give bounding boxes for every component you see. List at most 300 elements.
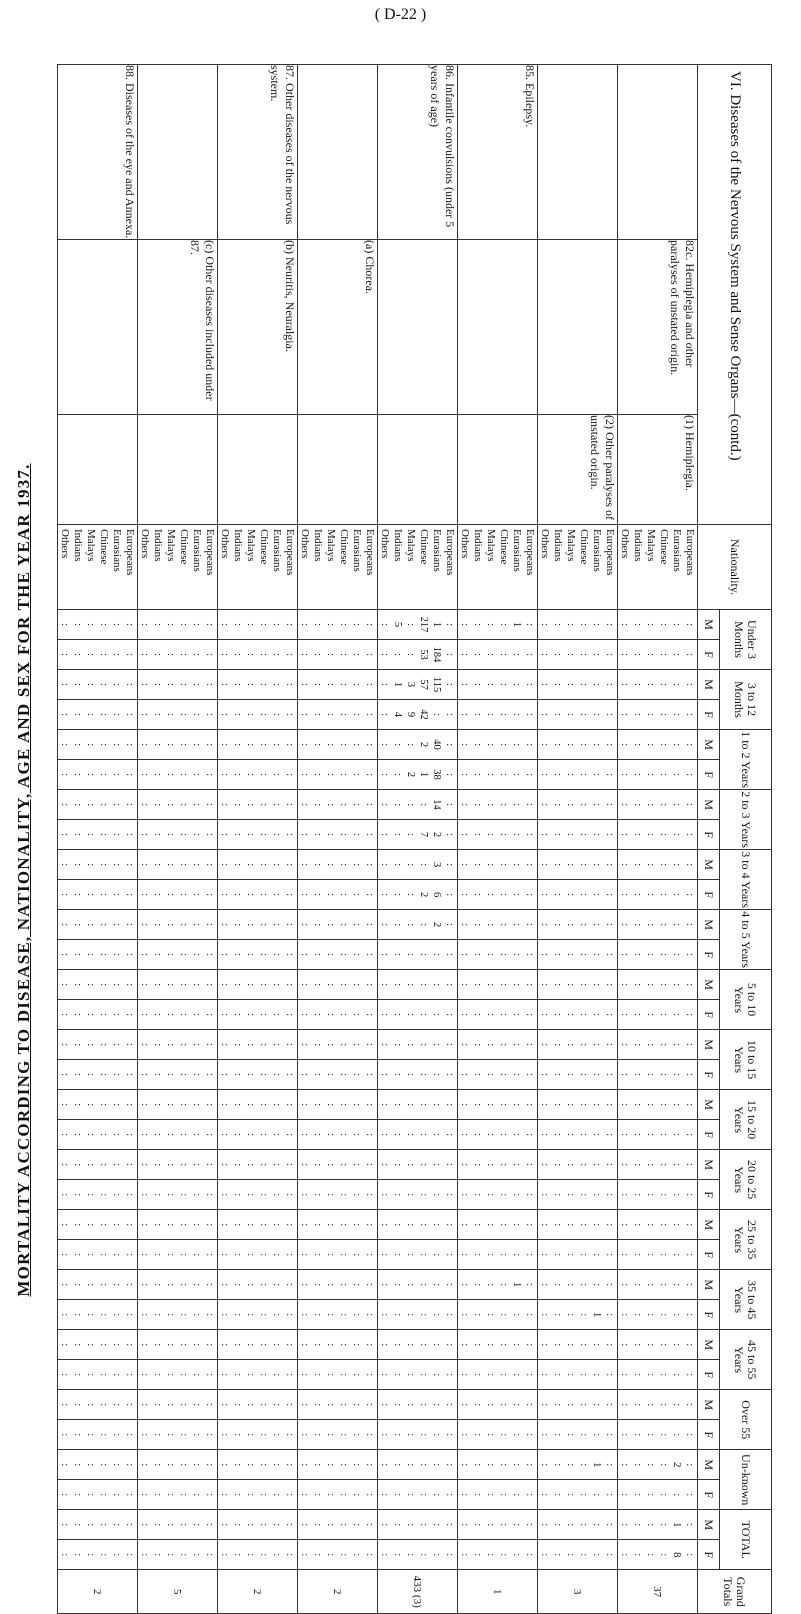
- count-value: :: [604, 803, 616, 806]
- count-value: :: [392, 833, 404, 837]
- count-cell: [58, 910, 138, 940]
- count-cell: [618, 1450, 698, 1480]
- count-cell: [378, 640, 458, 670]
- count-value: :: [351, 773, 363, 776]
- count-cell: [378, 1480, 458, 1510]
- male-header: M: [698, 610, 720, 640]
- count-value: :: [604, 1223, 616, 1227]
- count-cell: [298, 790, 378, 820]
- count-value: :: [124, 893, 136, 897]
- nationality-label: Chinese: [258, 529, 271, 565]
- disease-subcategory: [58, 240, 138, 415]
- count-value: :: [139, 743, 151, 746]
- count-value: :: [284, 1373, 296, 1377]
- count-value: :: [552, 1493, 564, 1497]
- count-value: :: [85, 1493, 97, 1497]
- count-value: :: [459, 1343, 471, 1347]
- count-value: :: [351, 1133, 363, 1137]
- count-value: :: [245, 1523, 257, 1527]
- count-value: :: [364, 1133, 376, 1137]
- count-value: :: [98, 1133, 110, 1137]
- count-value: :: [632, 1133, 644, 1137]
- count-value: :: [671, 623, 683, 626]
- count-value: :: [472, 1043, 484, 1047]
- count-value: :: [511, 773, 523, 776]
- count-value: :: [604, 773, 616, 776]
- count-value: :: [552, 1043, 564, 1047]
- count-cell: [378, 1420, 458, 1450]
- count-value: :: [271, 653, 283, 656]
- count-value: :: [364, 863, 376, 867]
- count-value: :: [539, 1283, 551, 1287]
- count-value: :: [165, 1463, 177, 1467]
- count-value: :: [591, 1193, 603, 1197]
- count-value: :: [539, 653, 551, 656]
- count-cell: [618, 1150, 698, 1180]
- count-value: :: [325, 683, 337, 686]
- count-value: :: [204, 1133, 216, 1137]
- count-cell: [618, 1420, 698, 1450]
- count-value: :: [565, 1253, 577, 1257]
- count-value: :: [178, 833, 190, 837]
- count-value: :: [111, 1433, 123, 1437]
- count-value: :: [604, 1253, 616, 1257]
- count-value: :: [485, 623, 497, 626]
- count-value: :: [258, 1253, 270, 1257]
- count-cell: [58, 1390, 138, 1420]
- count-value: :: [578, 953, 590, 957]
- count-value: :: [338, 1253, 350, 1257]
- count-value: :: [284, 1493, 296, 1497]
- count-cell: [618, 1180, 698, 1210]
- nationality-label: Malays: [85, 529, 98, 562]
- nationality-list: [58, 525, 138, 610]
- count-value: :: [178, 923, 190, 927]
- count-cell: [298, 700, 378, 730]
- count-value: :: [459, 1313, 471, 1317]
- count-value: :: [152, 743, 164, 746]
- count-value: :: [565, 1103, 577, 1107]
- count-cell: [618, 1210, 698, 1240]
- count-value: :: [552, 743, 564, 746]
- count-value: :: [511, 653, 523, 656]
- count-cell: [538, 1060, 618, 1090]
- count-value: :: [459, 983, 471, 987]
- count-value: :: [98, 983, 110, 987]
- count-value: :: [98, 1073, 110, 1077]
- count-value: :: [325, 1193, 337, 1197]
- count-value: :: [405, 1163, 417, 1167]
- count-cell: [58, 1450, 138, 1480]
- count-value: :: [524, 1133, 536, 1137]
- count-value: :: [511, 803, 523, 806]
- count-value: :: [284, 833, 296, 837]
- count-value: :: [178, 683, 190, 686]
- count-value: :: [418, 1163, 430, 1167]
- count-value: :: [204, 1463, 216, 1467]
- count-cell: [618, 970, 698, 1000]
- count-value: :: [632, 1373, 644, 1377]
- count-value: :: [431, 983, 443, 987]
- count-value: :: [552, 713, 564, 716]
- count-value: :: [658, 1313, 670, 1317]
- count-value: :: [191, 1223, 203, 1227]
- count-cell: [618, 1480, 698, 1510]
- count-value: :: [619, 1523, 631, 1527]
- count-value: :: [178, 1043, 190, 1047]
- disease-subcategory: [378, 240, 458, 415]
- count-value: :: [284, 1103, 296, 1107]
- count-value: :: [111, 1163, 123, 1167]
- count-value: :: [578, 743, 590, 746]
- count-value: :: [524, 1343, 536, 1347]
- count-cell: [378, 1180, 458, 1210]
- count-value: :: [152, 1073, 164, 1077]
- count-value: :: [658, 683, 670, 686]
- count-value: :: [671, 683, 683, 686]
- count-value: :: [418, 1103, 430, 1107]
- count-cell: [538, 910, 618, 940]
- count-value: :: [658, 1133, 670, 1137]
- count-value: :: [152, 1133, 164, 1137]
- count-value: :: [72, 743, 84, 746]
- count-value: :: [325, 1403, 337, 1407]
- count-value: :: [645, 803, 657, 806]
- count-value: :: [338, 983, 350, 987]
- count-value: :: [111, 623, 123, 626]
- nationality-label: Eurasians: [271, 529, 284, 572]
- count-value: :: [204, 833, 216, 837]
- count-cell: [618, 910, 698, 940]
- count-value: :: [379, 953, 391, 957]
- count-value: 2: [405, 771, 417, 778]
- count-value: :: [485, 1133, 497, 1137]
- count-value: :: [379, 713, 391, 716]
- count-value: :: [619, 1403, 631, 1407]
- count-value: :: [98, 1253, 110, 1257]
- count-value: :: [472, 1373, 484, 1377]
- count-value: :: [351, 683, 363, 686]
- nationality-label: Europeans: [204, 529, 217, 576]
- count-value: :: [431, 1463, 443, 1467]
- count-value: :: [632, 1163, 644, 1167]
- count-value: :: [418, 923, 430, 927]
- female-header: F: [698, 1300, 720, 1330]
- count-value: :: [405, 803, 417, 806]
- count-value: :: [271, 1193, 283, 1197]
- count-value: :: [459, 1103, 471, 1107]
- nationality-list: [538, 525, 618, 610]
- count-value: :: [219, 1493, 231, 1497]
- count-cell: [218, 1540, 298, 1570]
- count-cell: [138, 1270, 218, 1300]
- count-value: :: [299, 1343, 311, 1347]
- count-value: :: [284, 1523, 296, 1527]
- count-value: :: [139, 1133, 151, 1137]
- count-value: :: [472, 713, 484, 716]
- count-value: :: [59, 803, 71, 806]
- count-value: :: [85, 893, 97, 897]
- count-value: :: [524, 893, 536, 897]
- count-value: :: [632, 713, 644, 716]
- count-cell: [618, 1030, 698, 1060]
- count-value: :: [565, 1493, 577, 1497]
- count-value: :: [245, 1193, 257, 1197]
- count-value: :: [312, 1493, 324, 1497]
- count-value: :: [338, 803, 350, 806]
- count-value: :: [271, 713, 283, 716]
- count-value: :: [632, 1193, 644, 1197]
- grand-total-header: Grand Totals: [698, 1570, 772, 1614]
- count-value: :: [219, 1103, 231, 1107]
- count-value: :: [472, 893, 484, 897]
- count-cell: [138, 1210, 218, 1240]
- count-cell: [298, 1330, 378, 1360]
- count-value: :: [405, 1043, 417, 1047]
- count-value: :: [392, 1253, 404, 1257]
- count-value: :: [658, 1013, 670, 1017]
- count-value: :: [284, 1463, 296, 1467]
- count-value: :: [139, 1493, 151, 1497]
- count-value: :: [539, 1163, 551, 1167]
- count-value: :: [604, 893, 616, 897]
- count-cell: [138, 1480, 218, 1510]
- count-value: :: [258, 833, 270, 837]
- count-value: :: [511, 1523, 523, 1527]
- count-value: :: [498, 1223, 510, 1227]
- count-value: :: [459, 863, 471, 867]
- count-value: :: [124, 1523, 136, 1527]
- count-value: 1: [431, 621, 443, 628]
- count-value: :: [72, 1253, 84, 1257]
- count-value: :: [684, 1553, 696, 1557]
- count-value: :: [271, 1163, 283, 1167]
- count-value: :: [178, 1313, 190, 1317]
- count-value: :: [98, 1523, 110, 1527]
- count-value: :: [578, 1223, 590, 1227]
- count-value: :: [245, 1553, 257, 1557]
- count-value: :: [98, 803, 110, 806]
- count-value: :: [299, 1463, 311, 1467]
- count-value: :: [645, 1073, 657, 1077]
- count-value: :: [72, 713, 84, 716]
- count-value: :: [338, 743, 350, 746]
- count-value: :: [472, 1283, 484, 1287]
- count-value: :: [498, 1283, 510, 1287]
- count-value: :: [444, 863, 456, 867]
- count-cell: [58, 1540, 138, 1570]
- count-value: :: [364, 1223, 376, 1227]
- count-value: :: [485, 743, 497, 746]
- nationality-label: Others: [299, 529, 312, 559]
- count-value: :: [284, 1553, 296, 1557]
- count-value: :: [124, 1433, 136, 1437]
- count-value: :: [671, 1073, 683, 1077]
- count-value: :: [392, 893, 404, 897]
- count-value: :: [98, 953, 110, 957]
- count-value: :: [658, 1073, 670, 1077]
- count-value: :: [299, 923, 311, 927]
- count-value: :: [351, 983, 363, 987]
- count-value: :: [578, 1163, 590, 1167]
- count-value: :: [98, 1163, 110, 1167]
- count-value: :: [232, 1493, 244, 1497]
- count-cell: [298, 850, 378, 880]
- count-value: :: [271, 743, 283, 746]
- count-value: :: [591, 923, 603, 927]
- count-value: :: [338, 1493, 350, 1497]
- count-value: :: [325, 953, 337, 957]
- count-value: :: [552, 893, 564, 897]
- count-value: :: [684, 1253, 696, 1257]
- count-cell: [538, 1120, 618, 1150]
- count-cell: [58, 1480, 138, 1510]
- count-value: :: [524, 953, 536, 957]
- count-value: :: [431, 1493, 443, 1497]
- count-value: :: [165, 1193, 177, 1197]
- count-value: :: [552, 1283, 564, 1287]
- count-value: :: [604, 1343, 616, 1347]
- count-cell: [458, 1330, 538, 1360]
- count-value: :: [364, 1403, 376, 1407]
- count-value: :: [124, 1343, 136, 1347]
- female-header: F: [698, 1060, 720, 1090]
- count-value: :: [232, 1043, 244, 1047]
- count-cell: [378, 1450, 458, 1480]
- count-value: :: [565, 1463, 577, 1467]
- count-value: :: [299, 1283, 311, 1287]
- nationality-label: Indians: [392, 529, 405, 562]
- count-value: :: [444, 713, 456, 716]
- count-value: :: [524, 1193, 536, 1197]
- count-value: :: [165, 1343, 177, 1347]
- count-value: :: [178, 1433, 190, 1437]
- count-value: :: [472, 1253, 484, 1257]
- count-value: :: [405, 893, 417, 897]
- count-cell: [218, 610, 298, 640]
- count-cell: [618, 1300, 698, 1330]
- count-value: :: [59, 743, 71, 746]
- count-value: :: [85, 1523, 97, 1527]
- nationality-label: Europeans: [124, 529, 137, 576]
- count-cell: [218, 1420, 298, 1450]
- count-value: :: [124, 1013, 136, 1017]
- count-cell: [458, 1540, 538, 1570]
- age-group-header: 3 to 4 Years: [720, 850, 772, 910]
- count-value: :: [511, 1373, 523, 1377]
- count-value: :: [98, 1193, 110, 1197]
- count-value: :: [245, 1373, 257, 1377]
- count-cell: [378, 670, 458, 700]
- count-value: :: [191, 713, 203, 716]
- count-value: :: [219, 1523, 231, 1527]
- count-value: :: [524, 743, 536, 746]
- count-value: :: [632, 923, 644, 927]
- count-value: :: [645, 743, 657, 746]
- count-value: :: [645, 1343, 657, 1347]
- count-cell: [58, 1000, 138, 1030]
- count-value: :: [552, 683, 564, 686]
- count-value: :: [271, 863, 283, 867]
- count-value: :: [85, 1043, 97, 1047]
- count-value: :: [511, 923, 523, 927]
- count-value: 2: [431, 831, 443, 838]
- count-value: :: [124, 653, 136, 656]
- count-cell: [218, 790, 298, 820]
- count-value: :: [498, 1523, 510, 1527]
- count-value: :: [498, 953, 510, 957]
- count-cell: [58, 850, 138, 880]
- count-value: :: [299, 1073, 311, 1077]
- count-value: :: [619, 1313, 631, 1317]
- count-cell: [458, 1120, 538, 1150]
- count-value: :: [405, 1343, 417, 1347]
- count-value: :: [312, 803, 324, 806]
- count-value: :: [204, 1523, 216, 1527]
- disease-name: 86. Infantile convulsions (under 5 years of age): [378, 65, 458, 240]
- count-value: :: [284, 803, 296, 806]
- count-value: :: [405, 1223, 417, 1227]
- count-value: :: [485, 863, 497, 867]
- disease-subcategory: (b) Neuritis, Neuralgia.: [218, 240, 298, 415]
- count-value: :: [671, 1103, 683, 1107]
- count-value: :: [539, 713, 551, 716]
- count-value: :: [418, 803, 430, 806]
- count-value: :: [271, 923, 283, 927]
- count-value: :: [578, 773, 590, 776]
- count-value: :: [684, 1193, 696, 1197]
- count-value: :: [364, 1283, 376, 1287]
- count-value: :: [299, 1013, 311, 1017]
- count-value: :: [671, 1163, 683, 1167]
- count-cell: [538, 670, 618, 700]
- count-value: :: [139, 983, 151, 987]
- count-cell: [618, 1390, 698, 1420]
- count-value: :: [511, 833, 523, 837]
- count-cell: [218, 1030, 298, 1060]
- count-value: :: [299, 1193, 311, 1197]
- count-value: :: [658, 923, 670, 927]
- count-value: :: [258, 863, 270, 867]
- count-value: :: [85, 1163, 97, 1167]
- count-value: :: [85, 773, 97, 776]
- count-value: :: [619, 1433, 631, 1437]
- count-value: :: [325, 653, 337, 656]
- count-value: :: [392, 1463, 404, 1467]
- count-value: :: [392, 1043, 404, 1047]
- disease-row: [58, 65, 138, 1614]
- count-value: :: [578, 623, 590, 626]
- count-value: :: [258, 923, 270, 927]
- count-value: :: [111, 1343, 123, 1347]
- count-cell: [218, 1330, 298, 1360]
- count-value: :: [619, 1553, 631, 1557]
- count-value: :: [124, 1103, 136, 1107]
- count-value: :: [191, 1013, 203, 1017]
- count-value: :: [219, 1133, 231, 1137]
- count-value: :: [552, 773, 564, 776]
- count-value: :: [444, 1493, 456, 1497]
- count-value: 2: [418, 891, 430, 898]
- count-value: :: [498, 1373, 510, 1377]
- count-value: :: [152, 953, 164, 957]
- count-cell: [218, 1360, 298, 1390]
- count-cell: [618, 1510, 698, 1540]
- nationality-list: [618, 525, 698, 610]
- count-value: :: [511, 743, 523, 746]
- count-value: 115: [431, 676, 443, 693]
- count-value: :: [111, 1013, 123, 1017]
